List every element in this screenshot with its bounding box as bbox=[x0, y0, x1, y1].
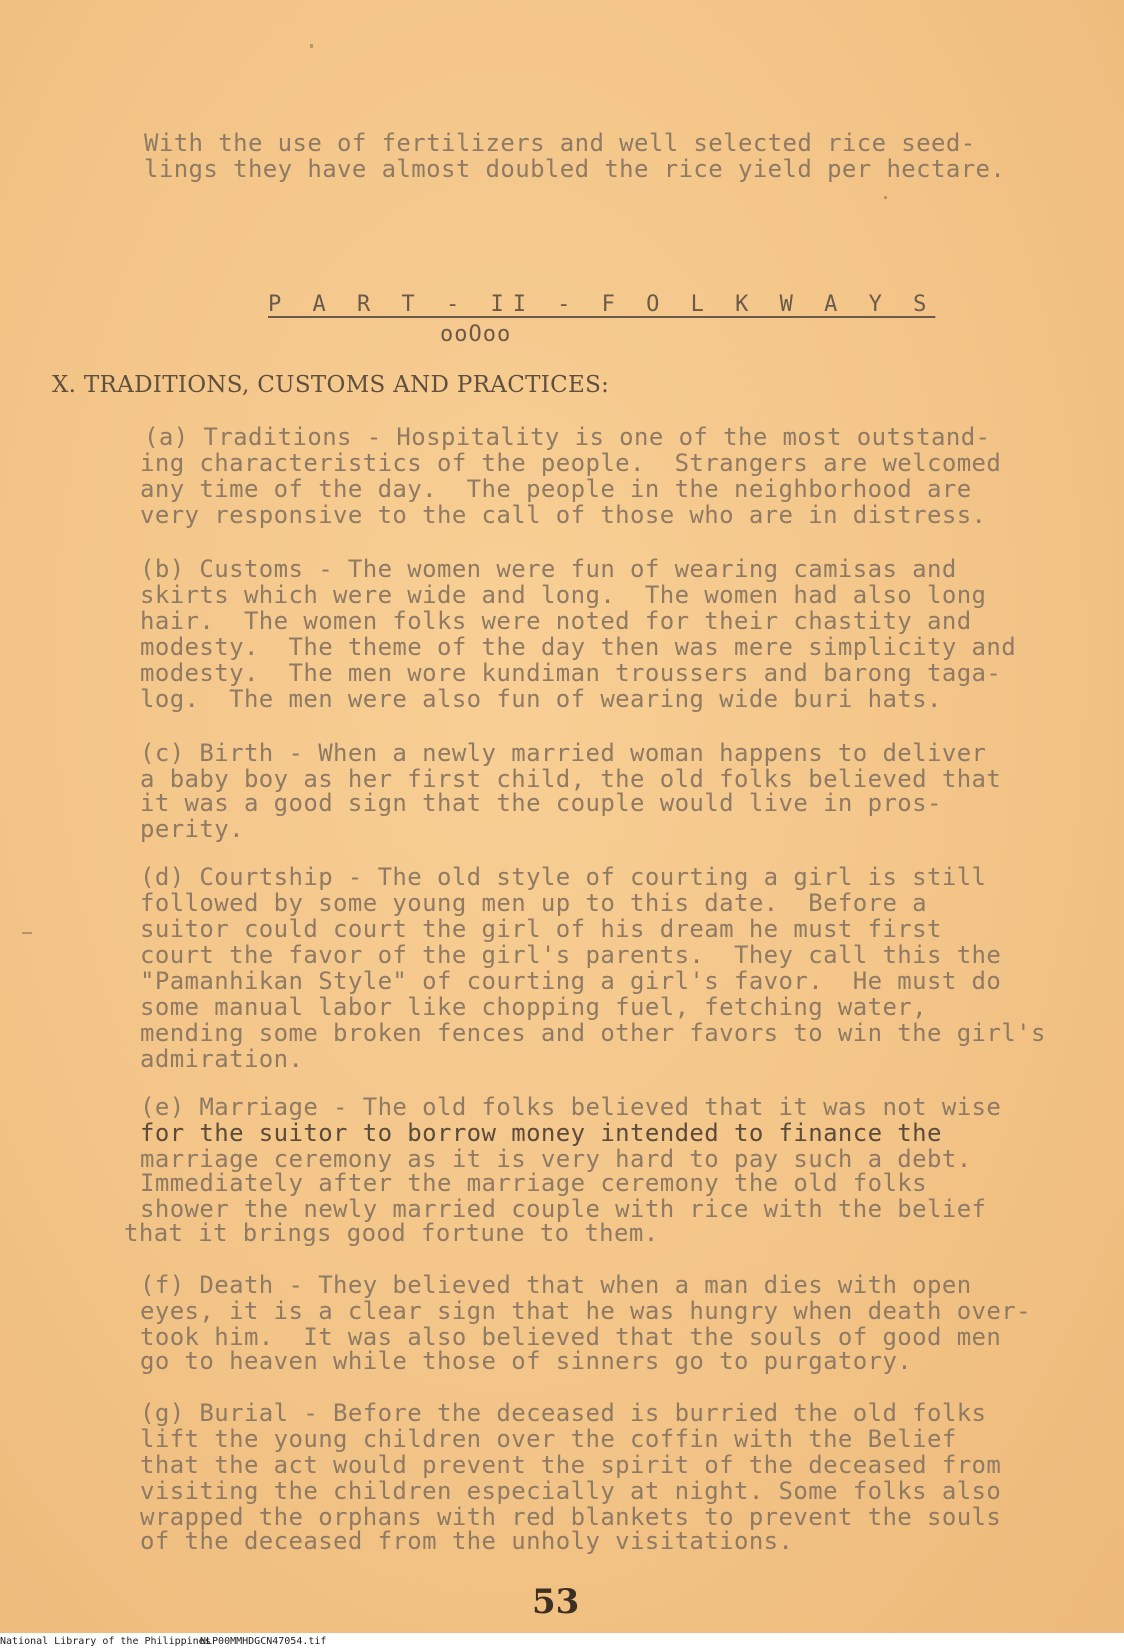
text-line: (e) Marriage - The old folks believed that it was not wise bbox=[140, 1093, 1002, 1121]
text-line: skirts which were wide and long. The women had also long bbox=[140, 581, 987, 609]
text-line: modesty. The theme of the day then was mere simplicity and bbox=[140, 633, 1017, 661]
text-line: shower the newly married couple with rice with the belief bbox=[140, 1195, 987, 1223]
text-line: go to heaven while those of sinners go to purgatory. bbox=[140, 1347, 913, 1375]
text-line: some manual labor like chopping fuel, fetching water, bbox=[140, 993, 928, 1021]
text-line: "Pamanhikan Style" of courting a girl's favor. He must do bbox=[140, 967, 1002, 995]
text-line: (f) Death - They believed that when a man dies with open bbox=[140, 1271, 972, 1299]
ink-speck bbox=[884, 196, 887, 199]
ornament-divider: ooOoo bbox=[440, 322, 512, 347]
text-line: modesty. The men wore kundiman troussers and barong taga- bbox=[140, 659, 1002, 687]
text-line: followed by some young men up to this date. Before a bbox=[140, 889, 928, 917]
text-line: perity. bbox=[140, 815, 244, 843]
text-line: court the favor of the girl's parents. They call this the bbox=[140, 941, 1002, 969]
text-line: (g) Burial - Before the deceased is burried the old folks bbox=[140, 1399, 987, 1427]
text-line: visiting the children especially at night. Some folks also bbox=[140, 1477, 1002, 1505]
text-line: any time of the day. The people in the neighborhood are bbox=[140, 475, 972, 503]
text-line: mending some broken fences and other favors to win the girl's bbox=[140, 1019, 1046, 1047]
text-line: eyes, it is a clear sign that he was hungry when death over- bbox=[140, 1297, 1031, 1325]
text-line: log. The men were also fun of wearing wide buri hats. bbox=[140, 685, 942, 713]
section-title: X. TRADITIONS, CUSTOMS AND PRACTICES: bbox=[52, 372, 610, 398]
text-line: With the use of fertilizers and well selected rice seed- bbox=[144, 129, 976, 157]
text-line: Immediately after the marriage ceremony the old folks bbox=[140, 1169, 928, 1197]
text-line: of the deceased from the unholy visitations. bbox=[140, 1527, 794, 1555]
text-line: ing characteristics of the people. Strangers are welcomed bbox=[140, 449, 1002, 477]
part-heading: P A R T - II - F O L K W A Y S bbox=[268, 292, 936, 317]
text-line: marriage ceremony as it is very hard to pay such a debt. bbox=[140, 1145, 972, 1173]
text-line: suitor could court the girl of his dream he must first bbox=[140, 915, 942, 943]
ink-speck bbox=[310, 44, 313, 48]
ink-speck bbox=[22, 932, 32, 934]
text-line: it was a good sign that the couple would live in pros- bbox=[140, 789, 942, 817]
text-line: lift the young children over the coffin with the Belief bbox=[140, 1425, 957, 1453]
text-line: wrapped the orphans with red blankets to prevent the souls bbox=[140, 1503, 1002, 1531]
footer-library-name: National Library of the Philippines bbox=[0, 1636, 211, 1647]
text-line: hair. The women folks were noted for their chastity and bbox=[140, 607, 972, 635]
text-line: lings they have almost doubled the rice yield per hectare. bbox=[144, 155, 1006, 183]
text-line: very responsive to the call of those who are in distress. bbox=[140, 501, 987, 529]
text-line: a baby boy as her first child, the old folks believed that bbox=[140, 765, 1002, 793]
footer-file-name: NLP00MMHDGCN47054.tif bbox=[200, 1636, 327, 1647]
text-line: (d) Courtship - The old style of courting a girl is still bbox=[140, 863, 987, 891]
text-line: that the act would prevent the spirit of the deceased from bbox=[140, 1451, 1002, 1479]
text-line: admiration. bbox=[140, 1045, 304, 1073]
text-line: (b) Customs - The women were fun of wearing camisas and bbox=[140, 555, 957, 583]
text-line: (c) Birth - When a newly married woman happens to deliver bbox=[140, 739, 987, 767]
text-line: that it brings good fortune to them. bbox=[124, 1219, 659, 1247]
page-number: 53 bbox=[532, 1582, 580, 1622]
text-line: (a) Traditions - Hospitality is one of the most outstand- bbox=[144, 423, 991, 451]
text-line: took him. It was also believed that the souls of good men bbox=[140, 1323, 1002, 1351]
text-line: for the suitor to borrow money intended to finance the bbox=[140, 1119, 942, 1147]
